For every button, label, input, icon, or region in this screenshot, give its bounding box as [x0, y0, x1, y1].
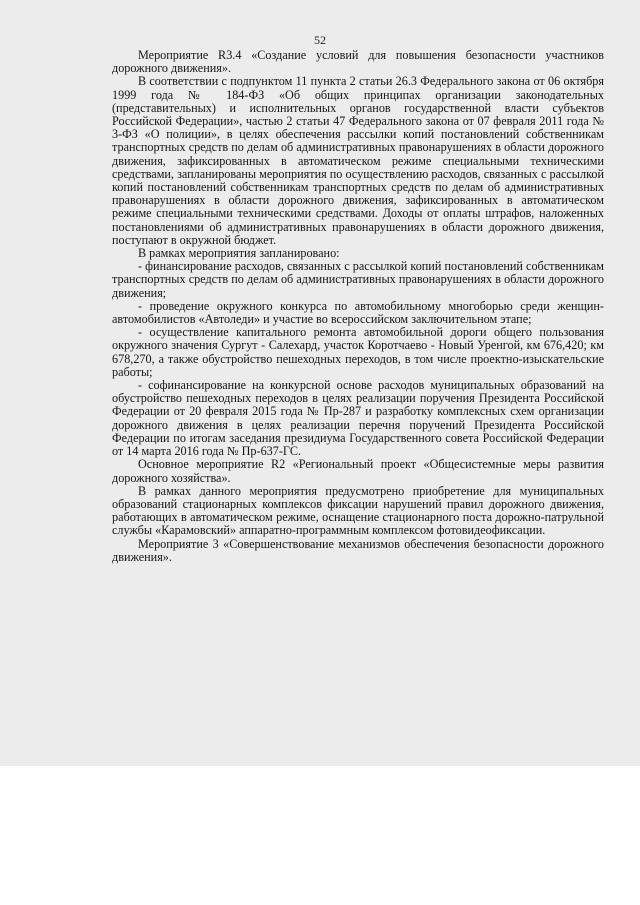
paragraph-legal-basis: В соответствии с подпунктом 11 пункта 2 статьи 26.3 Федерального закона от 06 октября 1999 года № 184-ФЗ «Об общих принципах организации законодательных (представительных) и исполнительных органов государственной власти субъектов Российской Федерации», частью 2 статьи 47 Федерального закона от 07 февраля 2011 года № 3-ФЗ «О полиции», в целях обеспечения рассылки копий постановлений собственникам транспортных средств по делам об административных правонарушениях в области дорожного движения, зафиксированных в автоматическом режиме специальными техническими средствами, запланированы мероприятия по осуществлению расходов, связанных с рассылкой копий постановлений собственникам транспортных средств по делам об административных правонарушениях в области дорожного движения, зафиксированных в автоматическом режиме специальными техническими средствами. Доходы от оплаты штрафов, наложенных постановлениями об административных правонарушениях в области дорожного движения, поступают в окружной бюджет. [112, 74, 604, 247]
list-item-road-repair: - осуществление капитального ремонта автомобильной дороги общего пользования окружного значения Сургут - Салехард, участок Коротчаево - Новый Уренгой, км 676,420; км 678,270, а также обустройство пешеходных переходов, в том числе проектно-изыскательские работы; [112, 325, 604, 379]
list-item-avtoledi-contest: - проведение окружного конкурса по автомобильному многоборью среди женщин-автомобилистов «Автоледи» и участие во всероссийском заключительном этапе; [112, 298, 604, 327]
paragraph-measure-r3-4: Мероприятие R3.4 «Создание условий для повышения безопасности участников дорожного движения». [112, 48, 604, 76]
paragraph-planned-intro: В рамках мероприятия запланировано: [138, 246, 340, 261]
paragraph-measure-3: Мероприятие 3 «Совершенствование механизмов обеспечения безопасности дорожного движения». [112, 536, 604, 564]
document-body [112, 49, 604, 564]
paragraph-r2-details: В рамках данного мероприятия предусмотрено приобретение для муниципальных образований стационарных комплексов фиксации нарушений правил дорожного движения, работающих в автоматическом режиме, оснащение стационарного поста дорожно-патрульной службы «Карамовский» аппаратно-программным комплексом фотовидеофиксации. [112, 483, 604, 538]
paragraph-main-measure-r2: Основное мероприятие R2 «Региональный проект «Общесистемные меры развития дорожного хозяйства». [112, 457, 604, 485]
page-number: 52 [314, 33, 326, 47]
list-item-financing: - финансирование расходов, связанных с рассылкой копий постановлений собственникам транспортных средств по делам об административных правонарушениях в области дорожного движения; [112, 259, 604, 300]
list-item-cofinancing: - софинансирование на конкурсной основе расходов муниципальных образований на обустройство пешеходных переходов в целях реализации поручения Президента Российской Федерации от 20 февраля 2015 года № Пр-287 и разработку комплексных схем организации дорожного движения в целях реализации перечня поручений Президента Российской Федерации по итогам заседания президиума Государственного совета Российской Федерации от 14 марта 2016 года № Пр-637-ГС. [112, 378, 604, 459]
